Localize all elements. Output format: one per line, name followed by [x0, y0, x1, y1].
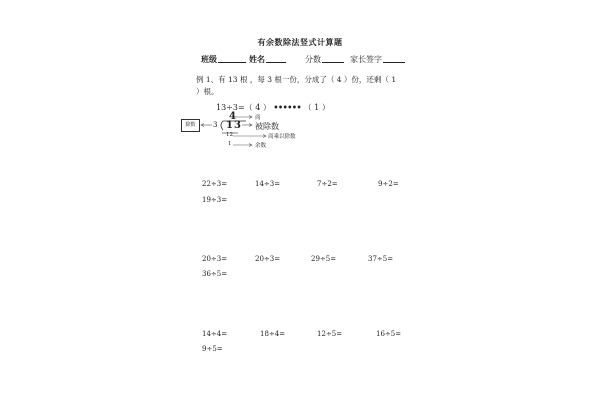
problem-2-5: 36÷5= — [202, 270, 228, 278]
problem-1-4: 9÷2= — [378, 180, 399, 188]
name-blank[interactable] — [266, 54, 286, 63]
score-label: 分数 — [305, 55, 321, 64]
dividend-label: 被除数 — [255, 122, 279, 131]
signature-field — [350, 54, 405, 65]
quotient-digit: 4 — [229, 111, 237, 122]
score-field — [305, 54, 344, 65]
problem-2-3: 29÷5= — [311, 255, 337, 263]
problem-3-3: 12÷5= — [317, 330, 343, 338]
problem-1-1: 22÷3= — [202, 180, 228, 188]
problem-1-2: 14÷3= — [255, 180, 281, 188]
product-label: 商乘以除数 — [268, 134, 296, 140]
example-text — [196, 74, 396, 98]
divisor-digit: 3 — [213, 121, 218, 129]
remainder-number: 1 — [228, 141, 232, 147]
dividend-number: 13 — [226, 120, 242, 131]
problem-3-4: 16÷5= — [376, 330, 402, 338]
remainder-paren: （ 1 ） — [303, 103, 330, 112]
problem-2-4: 37÷5= — [368, 255, 394, 263]
remainder-label: 余数 — [255, 143, 267, 149]
class-label: 班级 — [201, 54, 217, 64]
problem-3-1: 14÷4= — [202, 330, 228, 338]
example-line-2: ）根。 — [196, 87, 219, 96]
name-field — [249, 54, 286, 65]
quotient-label: 商 — [255, 115, 261, 121]
divisor-box: 除数 — [181, 119, 200, 132]
problem-3-2: 18÷4= — [260, 330, 286, 338]
score-blank[interactable] — [322, 54, 344, 63]
equation-text: 13÷3=（ 4 ） — [216, 103, 271, 112]
ellipsis-dots: •••••• — [273, 102, 302, 112]
problem-3-5: 9÷5= — [202, 345, 223, 353]
signature-blank[interactable] — [383, 54, 405, 63]
problem-2-1: 20÷3= — [202, 255, 228, 263]
example-line-1: 例 1、有 13 根 ，每 3 根一份，分成了（ 4 ）份，还剩（ 1 — [196, 75, 397, 84]
signature-label: 家长签字 — [350, 55, 382, 64]
problem-1-3: 7÷2= — [317, 180, 338, 188]
name-label: 姓名 — [249, 54, 265, 64]
class-field — [201, 54, 246, 65]
problem-2-2: 20÷3= — [255, 255, 281, 263]
worksheet-title: 有余数除法竖式计算题 — [257, 37, 343, 47]
problem-1-5: 19÷3= — [202, 196, 228, 204]
product-number: 12 — [226, 132, 233, 138]
class-blank[interactable] — [218, 54, 246, 63]
